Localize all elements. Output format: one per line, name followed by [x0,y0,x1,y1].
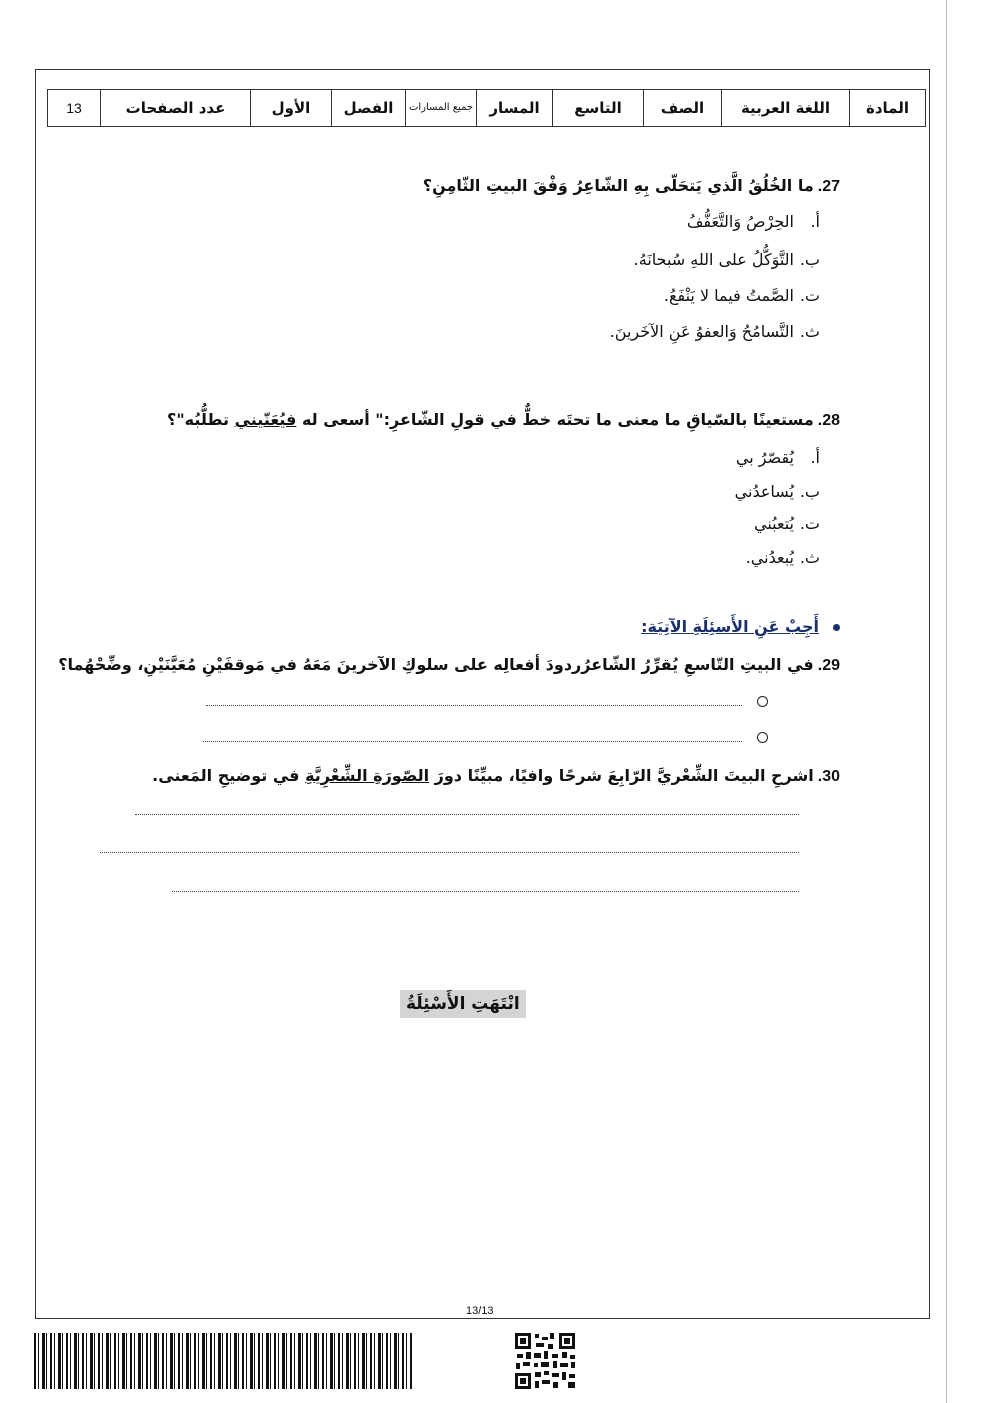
bullet-icon [833,624,840,631]
pages-label: عدد الصفحات [101,90,251,127]
question-29-number: 29. [817,657,840,674]
q28-option-b: ب.يُساعدُني [734,482,820,501]
q28-option-c: ت.يُتعبُني [754,514,820,533]
question-27 [423,176,840,196]
q27-option-a: أ.الحِرْصُ وَالتَّعَفُّفُ [686,212,820,231]
page-number: 13/13 [466,1305,494,1317]
term-value: الأول [251,90,332,127]
end-of-questions-note: انْتَهَتِ الأَسْئِلَةُ [400,990,526,1018]
grade-label: الصف [644,90,722,127]
question-28-underlined-word: فيُعَنّيني [234,410,297,429]
subject-value: اللغة العربية [722,90,850,127]
track-label: المسار [477,90,553,127]
grade-value: التاسع [553,90,644,127]
question-27-number: 27. [817,178,840,195]
page-edge-line [946,0,947,1403]
pages-value: 13 [48,90,101,127]
q27-option-b: ب.التَّوَكُّلُ على اللهِ سُبحانَهُ. [633,250,820,269]
answer-line[interactable] [172,891,799,892]
q27-option-c: ت.الصَّمتُ فيما لا يَنْفَعُ. [663,286,820,305]
answer-line[interactable] [206,705,742,706]
answer-line[interactable] [203,741,742,742]
question-28: 28.مستعينًا بالسّياقِ ما معنى ما تحتَه خطٌّ في قولِ الشّاعرِ:" أسعى له فيُعَنّيني تطلُّبُه"؟ [167,410,840,429]
question-29 [58,655,840,675]
question-27-text: ما الخُلُقُ الَّذي يَتحَلّى بِهِ الشّاعِرُ وَفْقَ البيتِ الثّامِنِ؟ [422,176,814,195]
subject-label: المادة [850,90,926,127]
q28-option-a: أ.يُقصّرُ بي [735,448,820,467]
qr-code-icon [514,1332,576,1390]
answer-line[interactable] [135,814,799,815]
instruction-heading: أَجِبْ عَنِ الأَسئِلَةِ الآتِيَة: [641,617,840,636]
q27-option-d: ث.التَّسامُحُ وَالعفوُ عَنِ الآخَرينَ. [609,322,820,341]
question-28-number: 28. [817,412,840,429]
barcode-icon [34,1333,412,1389]
exam-header-table [47,89,926,127]
term-label: الفصل [332,90,406,127]
question-30-number: 30. [817,768,840,785]
question-30: 30.اشرحِ البيتَ الشِّعْريَّ الرّابِعَ شرحًا وافيًا، مبيِّنًا دورَ الصّورَةِ الشِّعْرِيَّةِ في توضيحِ المَعنى. [152,766,840,785]
answer-line[interactable] [100,852,799,853]
track-value: جميع المسارات [406,90,477,127]
answer-bullet-circle-icon [757,732,768,743]
answer-bullet-circle-icon [757,696,768,707]
question-29-text: في البيتِ التّاسعِ يُقرِّرُ الشّاعرُردودَ أفعالِه على سلوكِ الآخرينَ مَعَهُ في مَوقفَيْنِ مُعَيَّنَيْنِ، وضِّحْهُما؟ [58,655,814,674]
question-30-underlined-phrase: الصّورَةِ الشِّعْرِيَّةِ [305,766,430,785]
q28-option-d: ث.يُبعدُني. [745,548,820,567]
